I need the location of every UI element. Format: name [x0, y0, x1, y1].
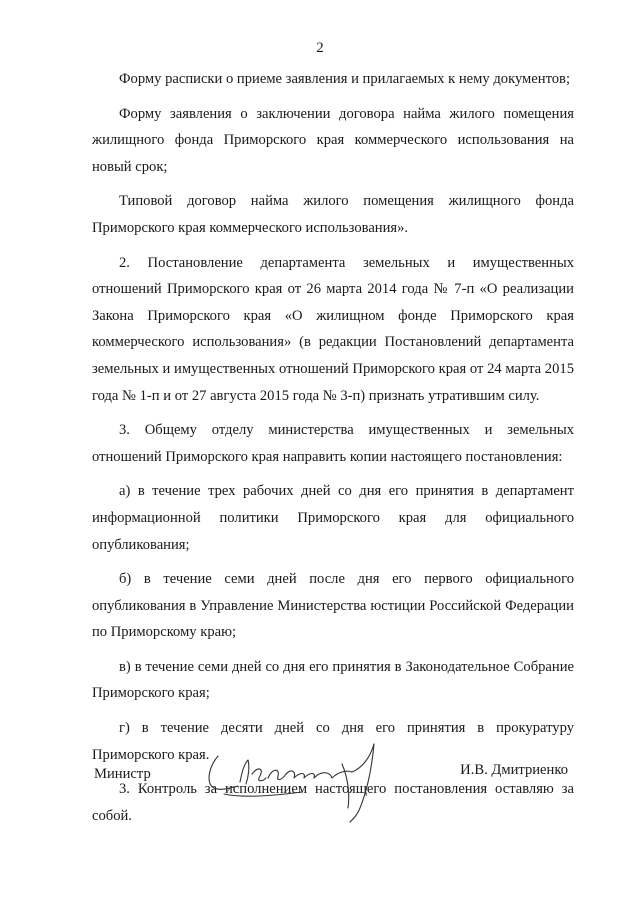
paragraph-spacer — [92, 470, 574, 478]
document-body — [92, 66, 574, 829]
paragraph-application-form: Форму заявления о заключении договора найма жилого помещения жилищного фонда Приморского края коммерческого использования на новый срок; — [92, 105, 574, 175]
minister-name: И.В. Дмитриенко — [460, 762, 568, 778]
paragraph-item-3g: г) в течение десяти дней со дня его принятия в прокуратуру Приморского края. — [92, 720, 574, 763]
page-number: 2 — [316, 40, 324, 56]
signature-block — [92, 738, 574, 828]
paragraph-spacer — [92, 409, 574, 417]
paragraph-spacer — [92, 558, 574, 566]
paragraph-spacer — [92, 242, 574, 250]
paragraph-spacer — [92, 707, 574, 715]
paragraph-control: 3. Контроль за исполнением настоящего постановления оставляю за собой. — [92, 781, 574, 824]
paragraph-item-3b: б) в течение семи дней после дня его первого официального опубликования в Управление Министерства юстиции Российской Федерации по Приморскому краю; — [92, 571, 574, 641]
signature-icon — [202, 738, 402, 828]
paragraph-item-3a: а) в течение трех рабочих дней со дня его принятия в департамент информационной политики Приморского края для официального опубликования; — [92, 483, 574, 553]
paragraph-receipt-form: Форму расписки о приеме заявления и прилагаемых к нему документов; — [119, 71, 571, 87]
paragraph-item-2: 2. Постановление департамента земельных и имущественных отношений Приморского края от 26 марта 2014 года № 7-п «О реализации Закона Приморского края «О жилищном фонде Приморского края коммерческого использования» (в редакции Постановлений департамента земельных и имущественных отношений Приморского края от 24 марта 2015 года № 1-п и от 27 августа 2015 года № 3-п) признать утратившим силу. — [92, 254, 574, 404]
paragraph-spacer — [92, 180, 574, 188]
paragraph-model-contract: Типовой договор найма жилого помещения жилищного фонда Приморского края коммерческого использования». — [92, 193, 574, 236]
paragraph-spacer — [92, 646, 574, 654]
paragraph-spacer — [92, 93, 574, 101]
paragraph-item-3: 3. Общему отделу министерства имущественных и земельных отношений Приморского края направить копии настоящего постановления: — [92, 422, 574, 465]
minister-label: Министр — [94, 766, 151, 782]
paragraph-item-3v: в) в течение семи дней со дня его принятия в Законодательное Собрание Приморского края; — [92, 658, 574, 702]
